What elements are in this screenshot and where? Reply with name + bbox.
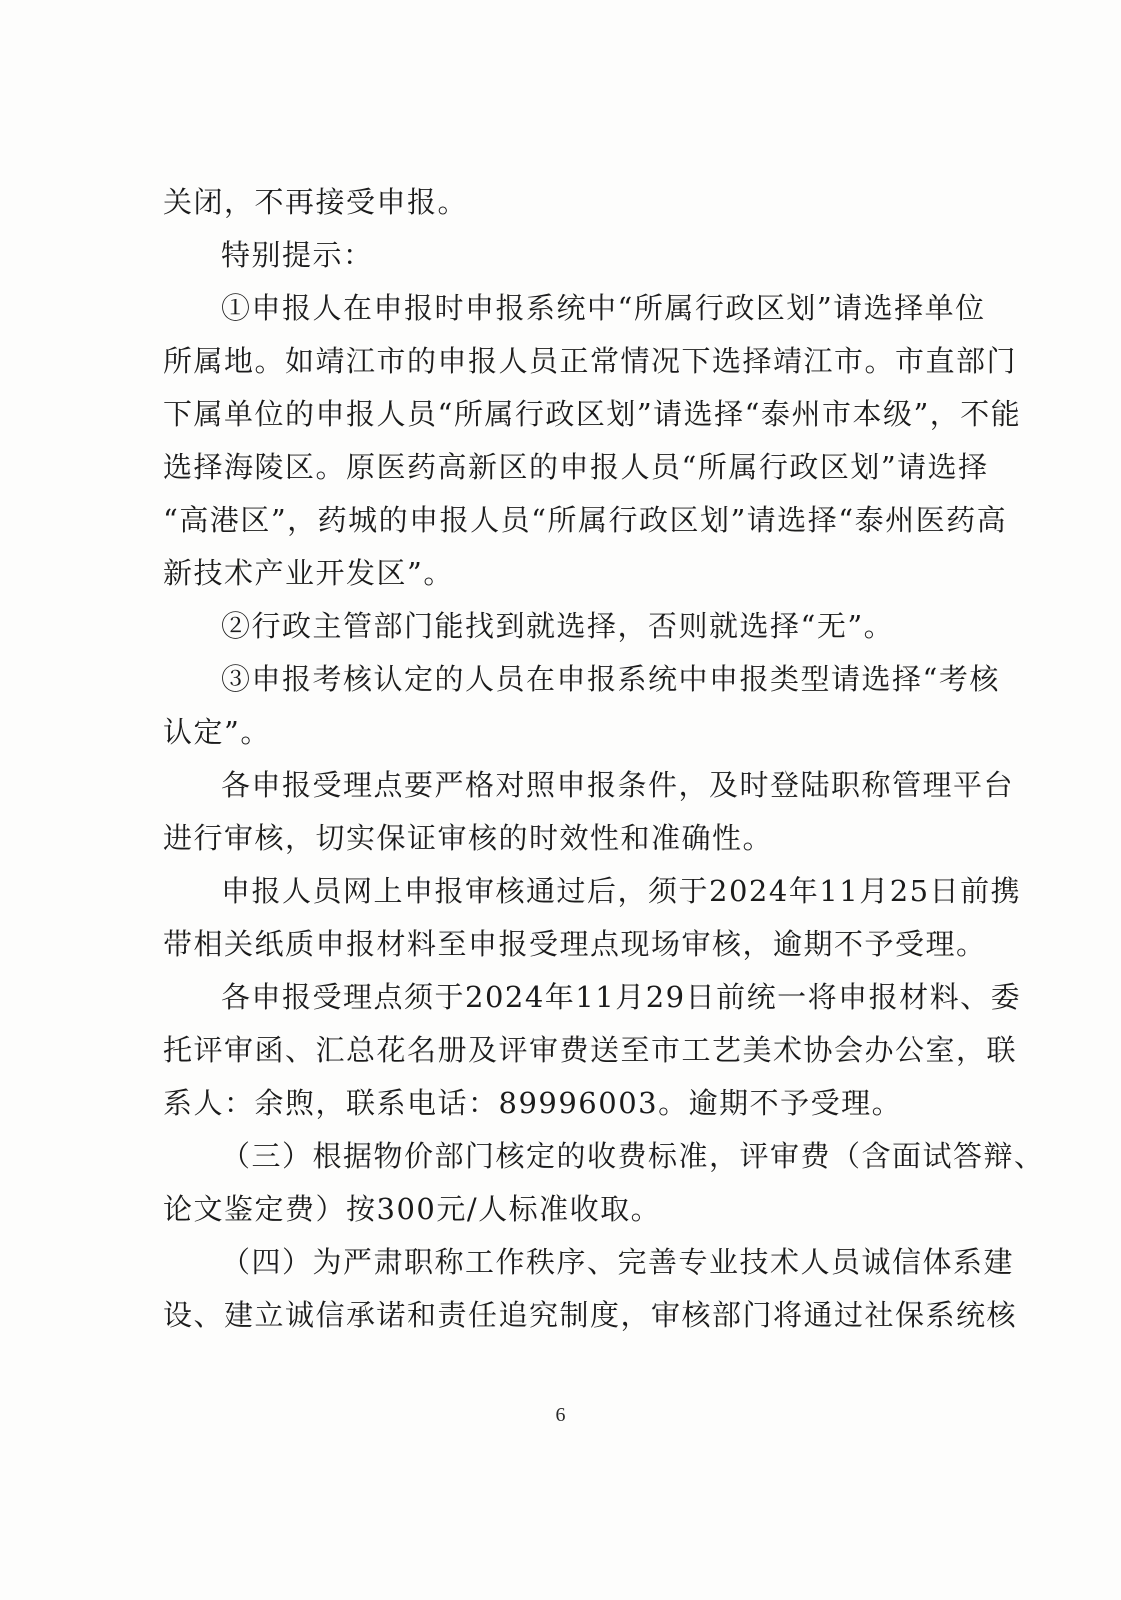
text-line: ①申报人在申报时申报系统中“所属行政区划”请选择单位 — [221, 291, 986, 325]
text-line: 认定”。 — [163, 715, 271, 749]
text-line: 各申报受理点要严格对照申报条件，及时登陆职称管理平台 — [221, 768, 1015, 802]
text-line: （四）为严肃职称工作秩序、完善专业技术人员诚信体系建 — [221, 1245, 1015, 1279]
text-line: 特别提示： — [221, 238, 374, 272]
text-line: 进行审核，切实保证审核的时效性和准确性。 — [163, 821, 774, 855]
page-number: 6 — [555, 1404, 566, 1426]
text-line: 系人：余煦，联系电话：89996003。逾期不予受理。 — [163, 1086, 903, 1120]
text-line: 下属单位的申报人员“所属行政区划”请选择“泰州市本级”，不能 — [163, 397, 1022, 431]
text-line: 所属地。如靖江市的申报人员正常情况下选择靖江市。市直部门 — [163, 344, 1018, 378]
text-line: （三）根据物价部门核定的收费标准，评审费（含面试答辩、 — [221, 1139, 1045, 1173]
text-line: ②行政主管部门能找到就选择，否则就选择“无”。 — [221, 609, 895, 643]
text-line: 新技术产业开发区”。 — [163, 556, 454, 590]
text-line: “高港区”，药城的申报人员“所属行政区划”请选择“泰州医药高 — [163, 503, 1008, 537]
text-line: 托评审函、汇总花名册及评审费送至市工艺美术协会办公室，联 — [163, 1033, 1018, 1067]
text-line: 论文鉴定费）按300元/人标准收取。 — [163, 1192, 662, 1226]
text-line: 选择海陵区。原医药高新区的申报人员“所属行政区划”请选择 — [163, 450, 989, 484]
text-line: 申报人员网上申报审核通过后，须于2024年11月25日前携 — [221, 874, 1022, 908]
text-line: 各申报受理点须于2024年11月29日前统一将申报材料、委 — [221, 980, 1022, 1014]
body-text — [163, 176, 1045, 1342]
text-line: 带相关纸质申报材料至申报受理点现场审核，逾期不予受理。 — [163, 927, 987, 961]
text-line: 关闭，不再接受申报。 — [163, 185, 469, 219]
text-line: ③申报考核认定的人员在申报系统中申报类型请选择“考核 — [221, 662, 1000, 696]
text-line: 设、建立诚信承诺和责任追究制度，审核部门将通过社保系统核 — [163, 1298, 1018, 1332]
